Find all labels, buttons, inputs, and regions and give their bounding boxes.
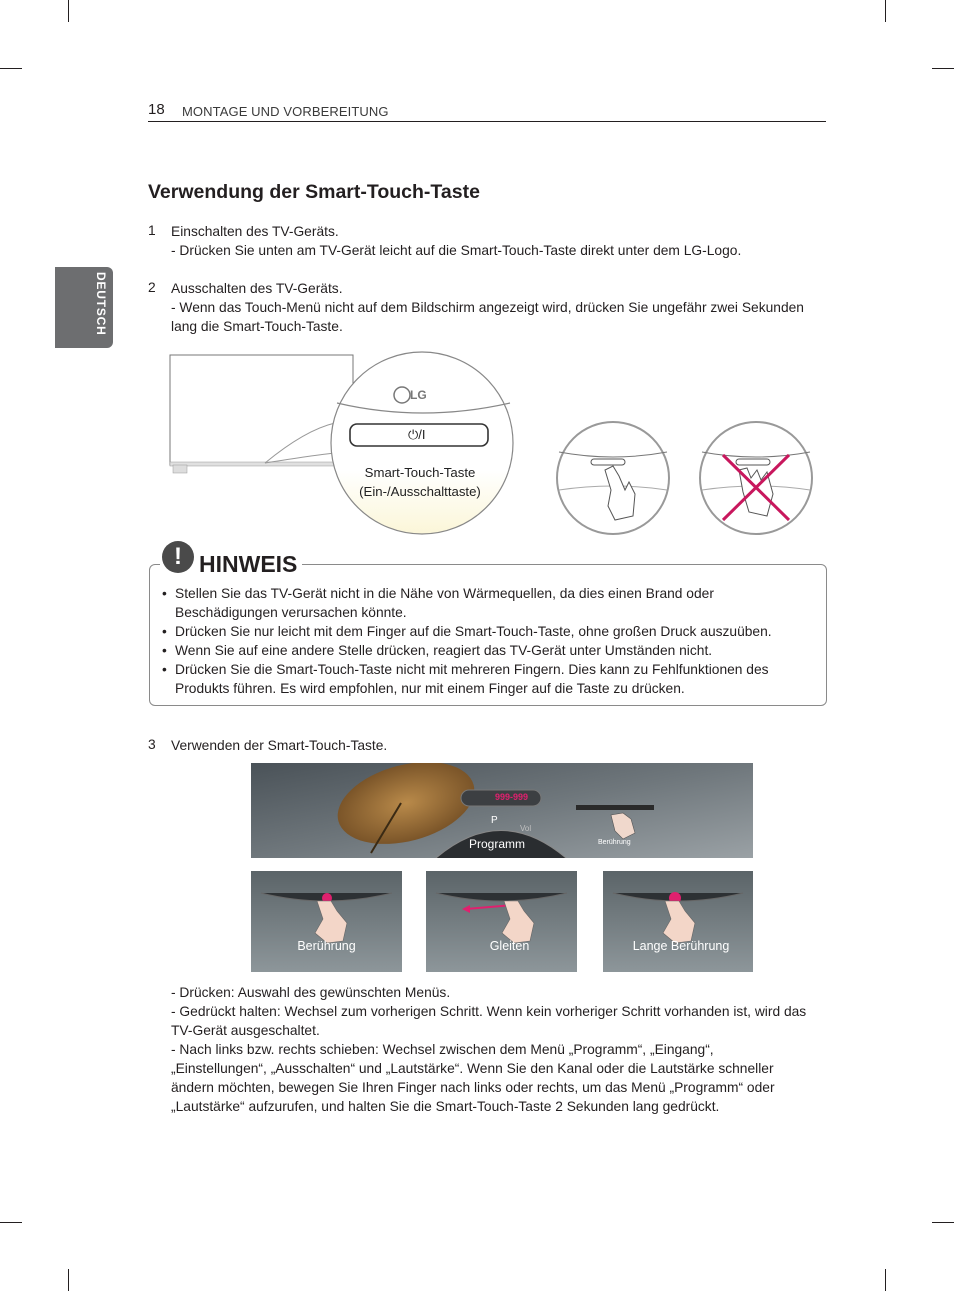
note-item: • Drücken Sie die Smart-Touch-Taste nicht mit mehreren Fingern. Dies kann zu Fehlfunktionen des Produkts führen. Es wird empfohlen, nur mit einem Finger auf die Taste zu drücken. bbox=[160, 660, 820, 698]
crop-mark bbox=[68, 0, 69, 22]
explanation-line: - Drücken: Auswahl des gewünschten Menüs. bbox=[171, 985, 451, 1000]
crop-mark bbox=[932, 1222, 954, 1223]
note-item: • Drücken Sie nur leicht mit dem Finger auf die Smart-Touch-Taste, ohne großen Druck auszuüben. bbox=[160, 622, 820, 641]
step-title: Einschalten des TV-Geräts. bbox=[171, 224, 339, 239]
explanation-line: „Einstellungen“, „Ausschalten“ und „Lautstärke“. Wenn Sie den Kanal oder die Lautstärke schneller bbox=[171, 1061, 774, 1076]
step-body: - Wenn das Touch-Menü nicht auf dem Bildschirm angezeigt wird, drücken Sie ungefähr zwei Sekunden bbox=[171, 300, 804, 315]
lg-logo-text: LG bbox=[410, 388, 427, 402]
menu-program-label: Programm bbox=[469, 837, 526, 851]
correct-touch-circle bbox=[557, 422, 669, 534]
step-body: - Drücken Sie unten am TV-Gerät leicht auf die Smart-Touch-Taste direkt unter dem LG-Logo. bbox=[171, 243, 742, 258]
step-number: 3 bbox=[148, 737, 156, 752]
gesture-label-touch: Berührung bbox=[297, 939, 356, 953]
gesture-panel-touch bbox=[251, 871, 402, 972]
note-item: • Wenn Sie auf eine andere Stelle drücken, reagiert das TV-Gerät unter Umständen nicht. bbox=[160, 641, 820, 660]
touch-small-label: Berührung bbox=[598, 839, 631, 846]
power-icon: ⏻/I bbox=[408, 427, 426, 442]
header-rule bbox=[148, 121, 826, 122]
crop-mark bbox=[885, 0, 886, 22]
crop-mark bbox=[885, 1269, 886, 1291]
exclamation-glyph: ! bbox=[174, 543, 182, 570]
crop-mark bbox=[0, 1222, 22, 1223]
note-title: HINWEIS bbox=[199, 551, 298, 577]
step-number: 1 bbox=[148, 223, 156, 238]
crop-mark bbox=[932, 68, 954, 69]
incorrect-touch-circle bbox=[700, 422, 812, 534]
button-caption-2: (Ein-/Ausschalttaste) bbox=[359, 484, 481, 499]
crop-mark bbox=[68, 1269, 69, 1291]
step-number: 2 bbox=[148, 280, 156, 295]
crop-mark bbox=[0, 68, 22, 69]
page-number: 18 bbox=[148, 101, 165, 118]
note-item: • Stellen Sie das TV-Gerät nicht in die Nähe von Wärmequellen, da dies einen Brand oder Beschädigungen verursachen könnte. bbox=[160, 584, 820, 622]
explanation-line: TV-Gerät ausgeschaltet. bbox=[171, 1023, 320, 1038]
gesture-label-slide: Gleiten bbox=[489, 939, 530, 953]
note-list bbox=[160, 584, 820, 698]
step-title: Ausschalten des TV-Geräts. bbox=[171, 281, 343, 296]
page-title: Verwendung der Smart-Touch-Taste bbox=[148, 181, 480, 203]
explanation-line: ändern möchten, bewegen Sie Ihren Finger nach links oder rechts, um das Menü „Programm“ oder bbox=[171, 1080, 775, 1095]
step-title: Verwenden der Smart-Touch-Taste. bbox=[171, 738, 388, 753]
menu-vol-label: Vol bbox=[520, 824, 532, 833]
explanation-line: „Lautstärke“ aufzurufen, und halten Sie die Smart-Touch-Taste 2 Sekunden lang gedrückt. bbox=[171, 1099, 720, 1114]
gesture-panel-long-touch bbox=[603, 871, 753, 972]
gesture-panel-slide bbox=[426, 871, 577, 972]
section-title: MONTAGE UND VORBEREITUNG bbox=[182, 104, 389, 119]
explanation-line: - Nach links bzw. rechts schieben: Wechsel zwischen dem Menü „Programm“, „Eingang“, bbox=[171, 1042, 714, 1057]
language-tab-label: DEUTSCH bbox=[94, 272, 108, 336]
step-body: lang die Smart-Touch-Taste. bbox=[171, 319, 343, 334]
tv-zoom-illustration bbox=[165, 345, 525, 535]
touch-examples bbox=[553, 420, 818, 538]
menu-p-label: P bbox=[491, 815, 498, 826]
channel-display: 999-999 bbox=[495, 792, 529, 802]
explanation-line: - Gedrückt halten: Wechsel zum vorherigen Schritt. Wenn kein vorheriger Schritt vorhanden ist, wird das bbox=[171, 1004, 807, 1019]
button-caption-1: Smart-Touch-Taste bbox=[364, 465, 476, 480]
gesture-label-long-touch: Lange Berührung bbox=[632, 939, 730, 953]
